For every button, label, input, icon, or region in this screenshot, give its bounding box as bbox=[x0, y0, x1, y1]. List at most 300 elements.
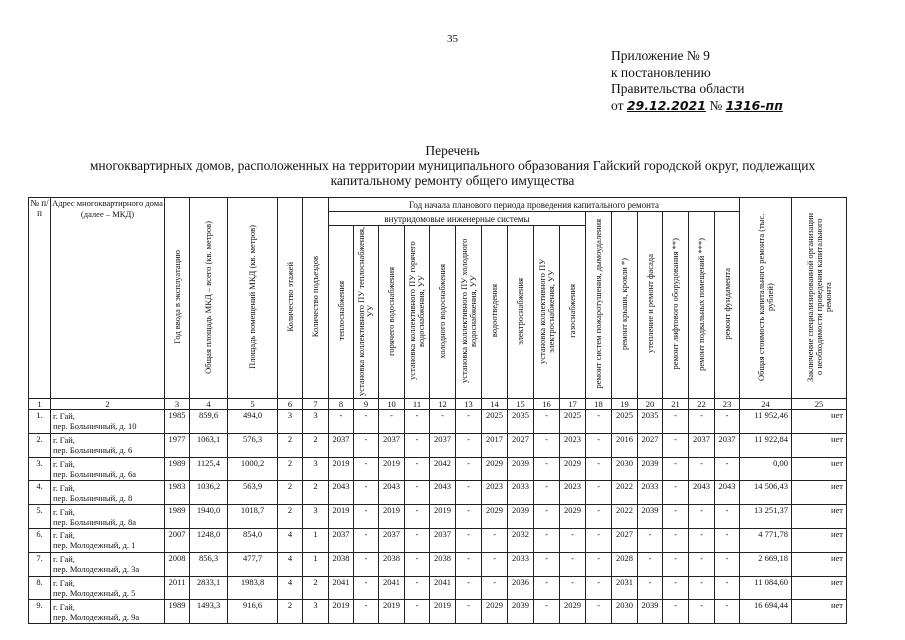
row-cell: 11 084,60 bbox=[740, 576, 792, 600]
col-number: 14 bbox=[482, 399, 508, 410]
row-cell: - bbox=[456, 410, 482, 434]
row-cell: - bbox=[534, 481, 560, 505]
row-cell: 2037 bbox=[379, 528, 405, 552]
row-cell: 1989 bbox=[165, 505, 190, 529]
row-number: 3. bbox=[29, 457, 51, 481]
row-cell: - bbox=[586, 410, 612, 434]
row-cell: - bbox=[456, 600, 482, 624]
row-cell: - bbox=[663, 457, 689, 481]
header-c1: теплоснабжения bbox=[329, 226, 354, 399]
header-c7: водоотведения bbox=[482, 226, 508, 399]
row-cell: 2 bbox=[278, 457, 303, 481]
row-cell: 2 669,18 bbox=[740, 552, 792, 576]
row-cell: - bbox=[482, 528, 508, 552]
row-address bbox=[51, 457, 165, 481]
row-cell: 2029 bbox=[482, 600, 508, 624]
row-cell: 2039 bbox=[508, 457, 534, 481]
row-cell: 2011 bbox=[165, 576, 190, 600]
row-cell: 1985 bbox=[165, 410, 190, 434]
row-cell: 14 506,43 bbox=[740, 481, 792, 505]
row-cell: 2 bbox=[278, 505, 303, 529]
row-cell: - bbox=[354, 457, 379, 481]
header-num: № п/п bbox=[29, 198, 51, 399]
row-cell: 1125,4 bbox=[190, 457, 228, 481]
row-cell: 4 bbox=[278, 552, 303, 576]
row-cell: 2039 bbox=[638, 600, 663, 624]
row-cell: - bbox=[638, 552, 663, 576]
row-address bbox=[51, 552, 165, 576]
row-cell: - bbox=[354, 433, 379, 457]
row-cell: - bbox=[456, 528, 482, 552]
row-cell: - bbox=[586, 552, 612, 576]
row-cell: - bbox=[560, 576, 586, 600]
header-floors: Количество этажей bbox=[278, 198, 303, 399]
header-c13: утепление и ремонт фасада bbox=[638, 212, 663, 399]
appendix-block bbox=[611, 48, 783, 114]
row-cell: 477,7 bbox=[228, 552, 278, 576]
row-cell: - bbox=[354, 505, 379, 529]
row-cell: - bbox=[586, 528, 612, 552]
appendix-prefix: от bbox=[611, 97, 624, 113]
col-number: 6 bbox=[278, 399, 303, 410]
row-cell: 2039 bbox=[508, 505, 534, 529]
row-cell: 2019 bbox=[329, 600, 354, 624]
header-cost: Общая стоимость капитального ремонта (тыс. рублей) bbox=[740, 198, 792, 399]
header-c5: холодного водоснабжения bbox=[430, 226, 456, 399]
address-city: г. Гай, bbox=[53, 577, 75, 588]
row-cell: 1 bbox=[303, 528, 329, 552]
row-cell: 2038 bbox=[430, 552, 456, 576]
row-cell: 1977 bbox=[165, 433, 190, 457]
row-cell: 3 bbox=[278, 410, 303, 434]
header-c3: горячего водоснабжения bbox=[379, 226, 405, 399]
row-cell: - bbox=[715, 457, 740, 481]
header-c8: электроснабжения bbox=[508, 226, 534, 399]
row-cell: - bbox=[354, 481, 379, 505]
header-area-total: Общая площадь МКД – всего (кв. метров) bbox=[190, 198, 228, 399]
address-city: г. Гай, bbox=[53, 411, 75, 422]
row-cell: 2043 bbox=[329, 481, 354, 505]
col-number: 18 bbox=[586, 399, 612, 410]
row-cell: 2041 bbox=[329, 576, 354, 600]
row-cell: 2029 bbox=[560, 505, 586, 529]
row-cell: 2 bbox=[303, 433, 329, 457]
row-number: 9. bbox=[29, 600, 51, 624]
row-cell: нет bbox=[792, 528, 847, 552]
header-c11: ремонт систем пожаротушения, дымоудаления bbox=[586, 212, 612, 399]
header-c9: установка коллективного ПУ электроснабжения, УУ bbox=[534, 226, 560, 399]
row-cell: 2023 bbox=[482, 481, 508, 505]
row-cell: - bbox=[534, 433, 560, 457]
row-cell: 4 bbox=[278, 528, 303, 552]
row-cell: - bbox=[534, 552, 560, 576]
header-area-rooms: Площадь помещений МКД (кв. метров) bbox=[228, 198, 278, 399]
row-cell: - bbox=[663, 410, 689, 434]
address-city: г. Гай, bbox=[53, 554, 75, 565]
row-cell: 2025 bbox=[560, 410, 586, 434]
row-address bbox=[51, 576, 165, 600]
col-number: 15 bbox=[508, 399, 534, 410]
row-cell: - bbox=[663, 505, 689, 529]
header-c2: установка коллективного ПУ теплоснабжения, УУ bbox=[354, 226, 379, 399]
row-cell: 2043 bbox=[379, 481, 405, 505]
col-number: 22 bbox=[689, 399, 715, 410]
row-cell: - bbox=[689, 600, 715, 624]
row-cell: 2037 bbox=[329, 433, 354, 457]
row-cell: 2019 bbox=[379, 600, 405, 624]
row-cell: 2033 bbox=[638, 481, 663, 505]
row-address bbox=[51, 528, 165, 552]
row-cell: 576,3 bbox=[228, 433, 278, 457]
col-number: 23 bbox=[715, 399, 740, 410]
row-cell: 2029 bbox=[482, 505, 508, 529]
title-line-1: Перечень bbox=[425, 143, 480, 158]
row-cell: - bbox=[689, 576, 715, 600]
row-cell: - bbox=[482, 552, 508, 576]
row-cell: 859,6 bbox=[190, 410, 228, 434]
houses-table bbox=[28, 197, 847, 624]
table-row bbox=[29, 600, 847, 624]
address-street: пер. Молодежный, д. 5 bbox=[53, 587, 136, 598]
row-cell: 1000,2 bbox=[228, 457, 278, 481]
appendix-num-sign: № bbox=[709, 97, 723, 113]
row-cell: 3 bbox=[303, 505, 329, 529]
row-cell: 2043 bbox=[715, 481, 740, 505]
appendix-date: 29.12.2021 bbox=[626, 97, 706, 113]
row-cell: 1018,7 bbox=[228, 505, 278, 529]
row-cell: 2038 bbox=[379, 552, 405, 576]
row-cell: - bbox=[715, 505, 740, 529]
row-cell: 1248,0 bbox=[190, 528, 228, 552]
row-cell: 13 251,37 bbox=[740, 505, 792, 529]
row-cell: - bbox=[405, 600, 430, 624]
row-cell: 2033 bbox=[508, 552, 534, 576]
address-street: пер. Больничный, д. 8а bbox=[53, 516, 136, 527]
address-city: г. Гай, bbox=[53, 458, 75, 469]
row-cell: - bbox=[482, 576, 508, 600]
row-cell: 4 771,78 bbox=[740, 528, 792, 552]
row-number: 4. bbox=[29, 481, 51, 505]
header-year: Год ввода в эксплуатацию bbox=[165, 198, 190, 399]
row-cell: - bbox=[689, 505, 715, 529]
col-number: 7 bbox=[303, 399, 329, 410]
col-number: 5 bbox=[228, 399, 278, 410]
row-cell: 2025 bbox=[612, 410, 638, 434]
row-cell: 2035 bbox=[638, 410, 663, 434]
row-cell: 2036 bbox=[508, 576, 534, 600]
row-cell: - bbox=[586, 457, 612, 481]
col-number: 4 bbox=[190, 399, 228, 410]
row-address bbox=[51, 410, 165, 434]
row-cell: - bbox=[560, 528, 586, 552]
row-cell: - bbox=[354, 410, 379, 434]
row-cell: 2025 bbox=[482, 410, 508, 434]
row-cell: - bbox=[689, 528, 715, 552]
document-title bbox=[0, 143, 905, 188]
row-cell: 2 bbox=[303, 576, 329, 600]
table-row bbox=[29, 433, 847, 457]
header-address: Адрес многоквартирного дома (далее – МКД) bbox=[51, 198, 165, 399]
row-cell: - bbox=[534, 528, 560, 552]
row-cell: - bbox=[663, 528, 689, 552]
row-cell: - bbox=[715, 528, 740, 552]
row-cell: - bbox=[689, 552, 715, 576]
address-street: пер. Молодежный, д. 1 bbox=[53, 540, 136, 551]
address-city: г. Гай, bbox=[53, 506, 75, 517]
title-line-2: многоквартирных домов, расположенных на территории муниципального образования Гайский городской округ, подлежащих bbox=[89, 158, 816, 173]
row-cell: 2022 bbox=[612, 481, 638, 505]
header-c10: газоснабжения bbox=[560, 226, 586, 399]
row-cell: 4 bbox=[278, 576, 303, 600]
row-cell: нет bbox=[792, 505, 847, 529]
row-cell: 2037 bbox=[689, 433, 715, 457]
row-number: 6. bbox=[29, 528, 51, 552]
row-cell: - bbox=[586, 600, 612, 624]
header-c15: ремонт подвальных помещений ***) bbox=[689, 212, 715, 399]
row-cell: - bbox=[354, 600, 379, 624]
row-cell: - bbox=[534, 457, 560, 481]
row-number: 7. bbox=[29, 552, 51, 576]
row-cell: 11 952,46 bbox=[740, 410, 792, 434]
row-cell: - bbox=[663, 576, 689, 600]
row-cell: 2019 bbox=[379, 457, 405, 481]
row-cell: 2030 bbox=[612, 600, 638, 624]
row-cell: 2037 bbox=[379, 433, 405, 457]
col-number: 20 bbox=[638, 399, 663, 410]
row-cell: 2038 bbox=[329, 552, 354, 576]
row-cell: 2029 bbox=[560, 600, 586, 624]
row-cell: 1493,3 bbox=[190, 600, 228, 624]
appendix-number: 1316-пп bbox=[725, 97, 783, 113]
row-number: 1. bbox=[29, 410, 51, 434]
row-cell: 2 bbox=[303, 481, 329, 505]
row-cell: 2833,1 bbox=[190, 576, 228, 600]
row-cell: - bbox=[405, 457, 430, 481]
row-cell: 2019 bbox=[430, 505, 456, 529]
header-c4: установка коллективного ПУ горячего водоснабжения, УУ bbox=[405, 226, 430, 399]
col-number: 11 bbox=[405, 399, 430, 410]
col-number: 8 bbox=[329, 399, 354, 410]
row-number: 8. bbox=[29, 576, 51, 600]
row-number: 5. bbox=[29, 505, 51, 529]
row-cell: 2042 bbox=[430, 457, 456, 481]
row-cell: - bbox=[456, 552, 482, 576]
row-cell: - bbox=[586, 505, 612, 529]
row-cell: - bbox=[663, 433, 689, 457]
row-cell: 494,0 bbox=[228, 410, 278, 434]
row-cell: 16 694,44 bbox=[740, 600, 792, 624]
col-number: 3 bbox=[165, 399, 190, 410]
row-cell: - bbox=[405, 410, 430, 434]
table-row bbox=[29, 457, 847, 481]
row-address bbox=[51, 433, 165, 457]
row-cell: - bbox=[354, 528, 379, 552]
address-street: пер. Молодежный, д. 3а bbox=[53, 564, 140, 575]
row-cell: 2041 bbox=[430, 576, 456, 600]
row-cell: - bbox=[638, 576, 663, 600]
header-period: Год начала планового периода проведения капитального ремонта bbox=[329, 198, 740, 212]
row-cell: - bbox=[638, 528, 663, 552]
row-cell: 2039 bbox=[508, 600, 534, 624]
address-city: г. Гай, bbox=[53, 530, 75, 541]
row-cell: - bbox=[405, 528, 430, 552]
table-row bbox=[29, 481, 847, 505]
row-cell: - bbox=[534, 600, 560, 624]
col-number: 19 bbox=[612, 399, 638, 410]
header-c6: установка коллективного ПУ холодного водоснабжения, УУ bbox=[456, 226, 482, 399]
row-cell: 2 bbox=[278, 481, 303, 505]
row-cell: 1989 bbox=[165, 600, 190, 624]
row-cell: 2027 bbox=[612, 528, 638, 552]
address-street: пер. Больничный, д. 10 bbox=[53, 421, 137, 432]
header-entrances: Количество подъездов bbox=[303, 198, 329, 399]
row-cell: 1940,0 bbox=[190, 505, 228, 529]
col-number: 12 bbox=[430, 399, 456, 410]
row-cell: - bbox=[456, 433, 482, 457]
row-cell: - bbox=[456, 481, 482, 505]
row-cell: 2 bbox=[278, 433, 303, 457]
table-row bbox=[29, 552, 847, 576]
row-cell: 3 bbox=[303, 410, 329, 434]
row-cell: - bbox=[534, 576, 560, 600]
column-number-row bbox=[29, 399, 847, 410]
row-cell: - bbox=[689, 457, 715, 481]
row-cell: 1989 bbox=[165, 457, 190, 481]
row-cell: 2037 bbox=[715, 433, 740, 457]
col-number: 10 bbox=[379, 399, 405, 410]
row-cell: - bbox=[456, 576, 482, 600]
row-cell: 2043 bbox=[689, 481, 715, 505]
row-cell: 2019 bbox=[379, 505, 405, 529]
row-cell: 2039 bbox=[638, 457, 663, 481]
row-cell: - bbox=[405, 505, 430, 529]
row-cell: - bbox=[715, 600, 740, 624]
row-cell: 2028 bbox=[612, 552, 638, 576]
row-cell: 2030 bbox=[612, 457, 638, 481]
row-cell: 2007 bbox=[165, 528, 190, 552]
row-cell: 0,00 bbox=[740, 457, 792, 481]
header-c16: ремонт фундамента bbox=[715, 212, 740, 399]
row-cell: - bbox=[689, 410, 715, 434]
col-number: 21 bbox=[663, 399, 689, 410]
row-cell: - bbox=[456, 505, 482, 529]
row-cell: 1063,1 bbox=[190, 433, 228, 457]
row-cell: 2032 bbox=[508, 528, 534, 552]
page-number: 35 bbox=[447, 33, 458, 45]
header-conclusion: Заключение специализированной организации о необходимости проведения капитального ремонта bbox=[792, 198, 847, 399]
row-cell: 1983,8 bbox=[228, 576, 278, 600]
row-cell: 2031 bbox=[612, 576, 638, 600]
row-cell: 11 922,84 bbox=[740, 433, 792, 457]
row-cell: 2017 bbox=[482, 433, 508, 457]
row-cell: 2029 bbox=[482, 457, 508, 481]
row-cell: 2 bbox=[278, 600, 303, 624]
appendix-line-2: к постановлению bbox=[611, 64, 711, 80]
address-street: пер. Молодежный, д. 9а bbox=[53, 611, 140, 622]
address-street: пер. Больничный, д. 6 bbox=[53, 445, 133, 456]
row-address bbox=[51, 481, 165, 505]
col-number: 16 bbox=[534, 399, 560, 410]
row-cell: - bbox=[586, 576, 612, 600]
row-cell: 2039 bbox=[638, 505, 663, 529]
row-cell: - bbox=[430, 410, 456, 434]
table-row bbox=[29, 410, 847, 434]
row-cell: 2008 bbox=[165, 552, 190, 576]
row-cell: - bbox=[715, 576, 740, 600]
row-cell: 2037 bbox=[430, 528, 456, 552]
row-address bbox=[51, 600, 165, 624]
row-cell: 2033 bbox=[508, 481, 534, 505]
address-city: г. Гай, bbox=[53, 482, 75, 493]
header-systems: внутридомовые инженерные системы bbox=[329, 212, 586, 226]
col-number: 9 bbox=[354, 399, 379, 410]
row-cell: 2037 bbox=[430, 433, 456, 457]
row-cell: 856,3 bbox=[190, 552, 228, 576]
row-cell: 2023 bbox=[560, 433, 586, 457]
row-cell: - bbox=[456, 457, 482, 481]
row-cell: 2027 bbox=[508, 433, 534, 457]
address-street: пер. Больничный, д. 8 bbox=[53, 492, 133, 503]
row-cell: - bbox=[663, 600, 689, 624]
row-cell: 2019 bbox=[329, 457, 354, 481]
row-cell: 2019 bbox=[329, 505, 354, 529]
row-cell: - bbox=[560, 552, 586, 576]
row-cell: нет bbox=[792, 481, 847, 505]
row-cell: 2043 bbox=[430, 481, 456, 505]
row-cell: 563,9 bbox=[228, 481, 278, 505]
col-number: 25 bbox=[792, 399, 847, 410]
row-cell: - bbox=[354, 576, 379, 600]
title-line-3: капитальному ремонту общего имущества bbox=[330, 173, 575, 188]
row-cell: 854,0 bbox=[228, 528, 278, 552]
row-cell: 1983 bbox=[165, 481, 190, 505]
row-cell: - bbox=[586, 433, 612, 457]
row-cell: - bbox=[405, 481, 430, 505]
appendix-line-3: Правительства области bbox=[611, 81, 745, 96]
col-number: 17 bbox=[560, 399, 586, 410]
row-cell: 2022 bbox=[612, 505, 638, 529]
row-cell: нет bbox=[792, 457, 847, 481]
row-cell: - bbox=[354, 552, 379, 576]
row-cell: 2027 bbox=[638, 433, 663, 457]
row-cell: нет bbox=[792, 410, 847, 434]
row-cell: нет bbox=[792, 552, 847, 576]
row-cell: 2019 bbox=[430, 600, 456, 624]
col-number: 2 bbox=[51, 399, 165, 410]
row-cell: 3 bbox=[303, 600, 329, 624]
row-cell: - bbox=[405, 576, 430, 600]
row-number: 2. bbox=[29, 433, 51, 457]
row-cell: 2041 bbox=[379, 576, 405, 600]
header-c12: ремонт крыши, кровли *) bbox=[612, 212, 638, 399]
row-cell: - bbox=[663, 552, 689, 576]
row-cell: нет bbox=[792, 433, 847, 457]
row-cell: - bbox=[586, 481, 612, 505]
col-number: 1 bbox=[29, 399, 51, 410]
row-cell: нет bbox=[792, 576, 847, 600]
appendix-line-4 bbox=[611, 98, 783, 115]
table-row bbox=[29, 576, 847, 600]
row-cell: - bbox=[534, 410, 560, 434]
row-cell: - bbox=[663, 481, 689, 505]
appendix-line-1: Приложение № 9 bbox=[611, 48, 710, 63]
row-cell: 2023 bbox=[560, 481, 586, 505]
table-row bbox=[29, 505, 847, 529]
row-cell: 2037 bbox=[329, 528, 354, 552]
col-number: 13 bbox=[456, 399, 482, 410]
row-cell: 916,6 bbox=[228, 600, 278, 624]
row-cell: 1 bbox=[303, 552, 329, 576]
